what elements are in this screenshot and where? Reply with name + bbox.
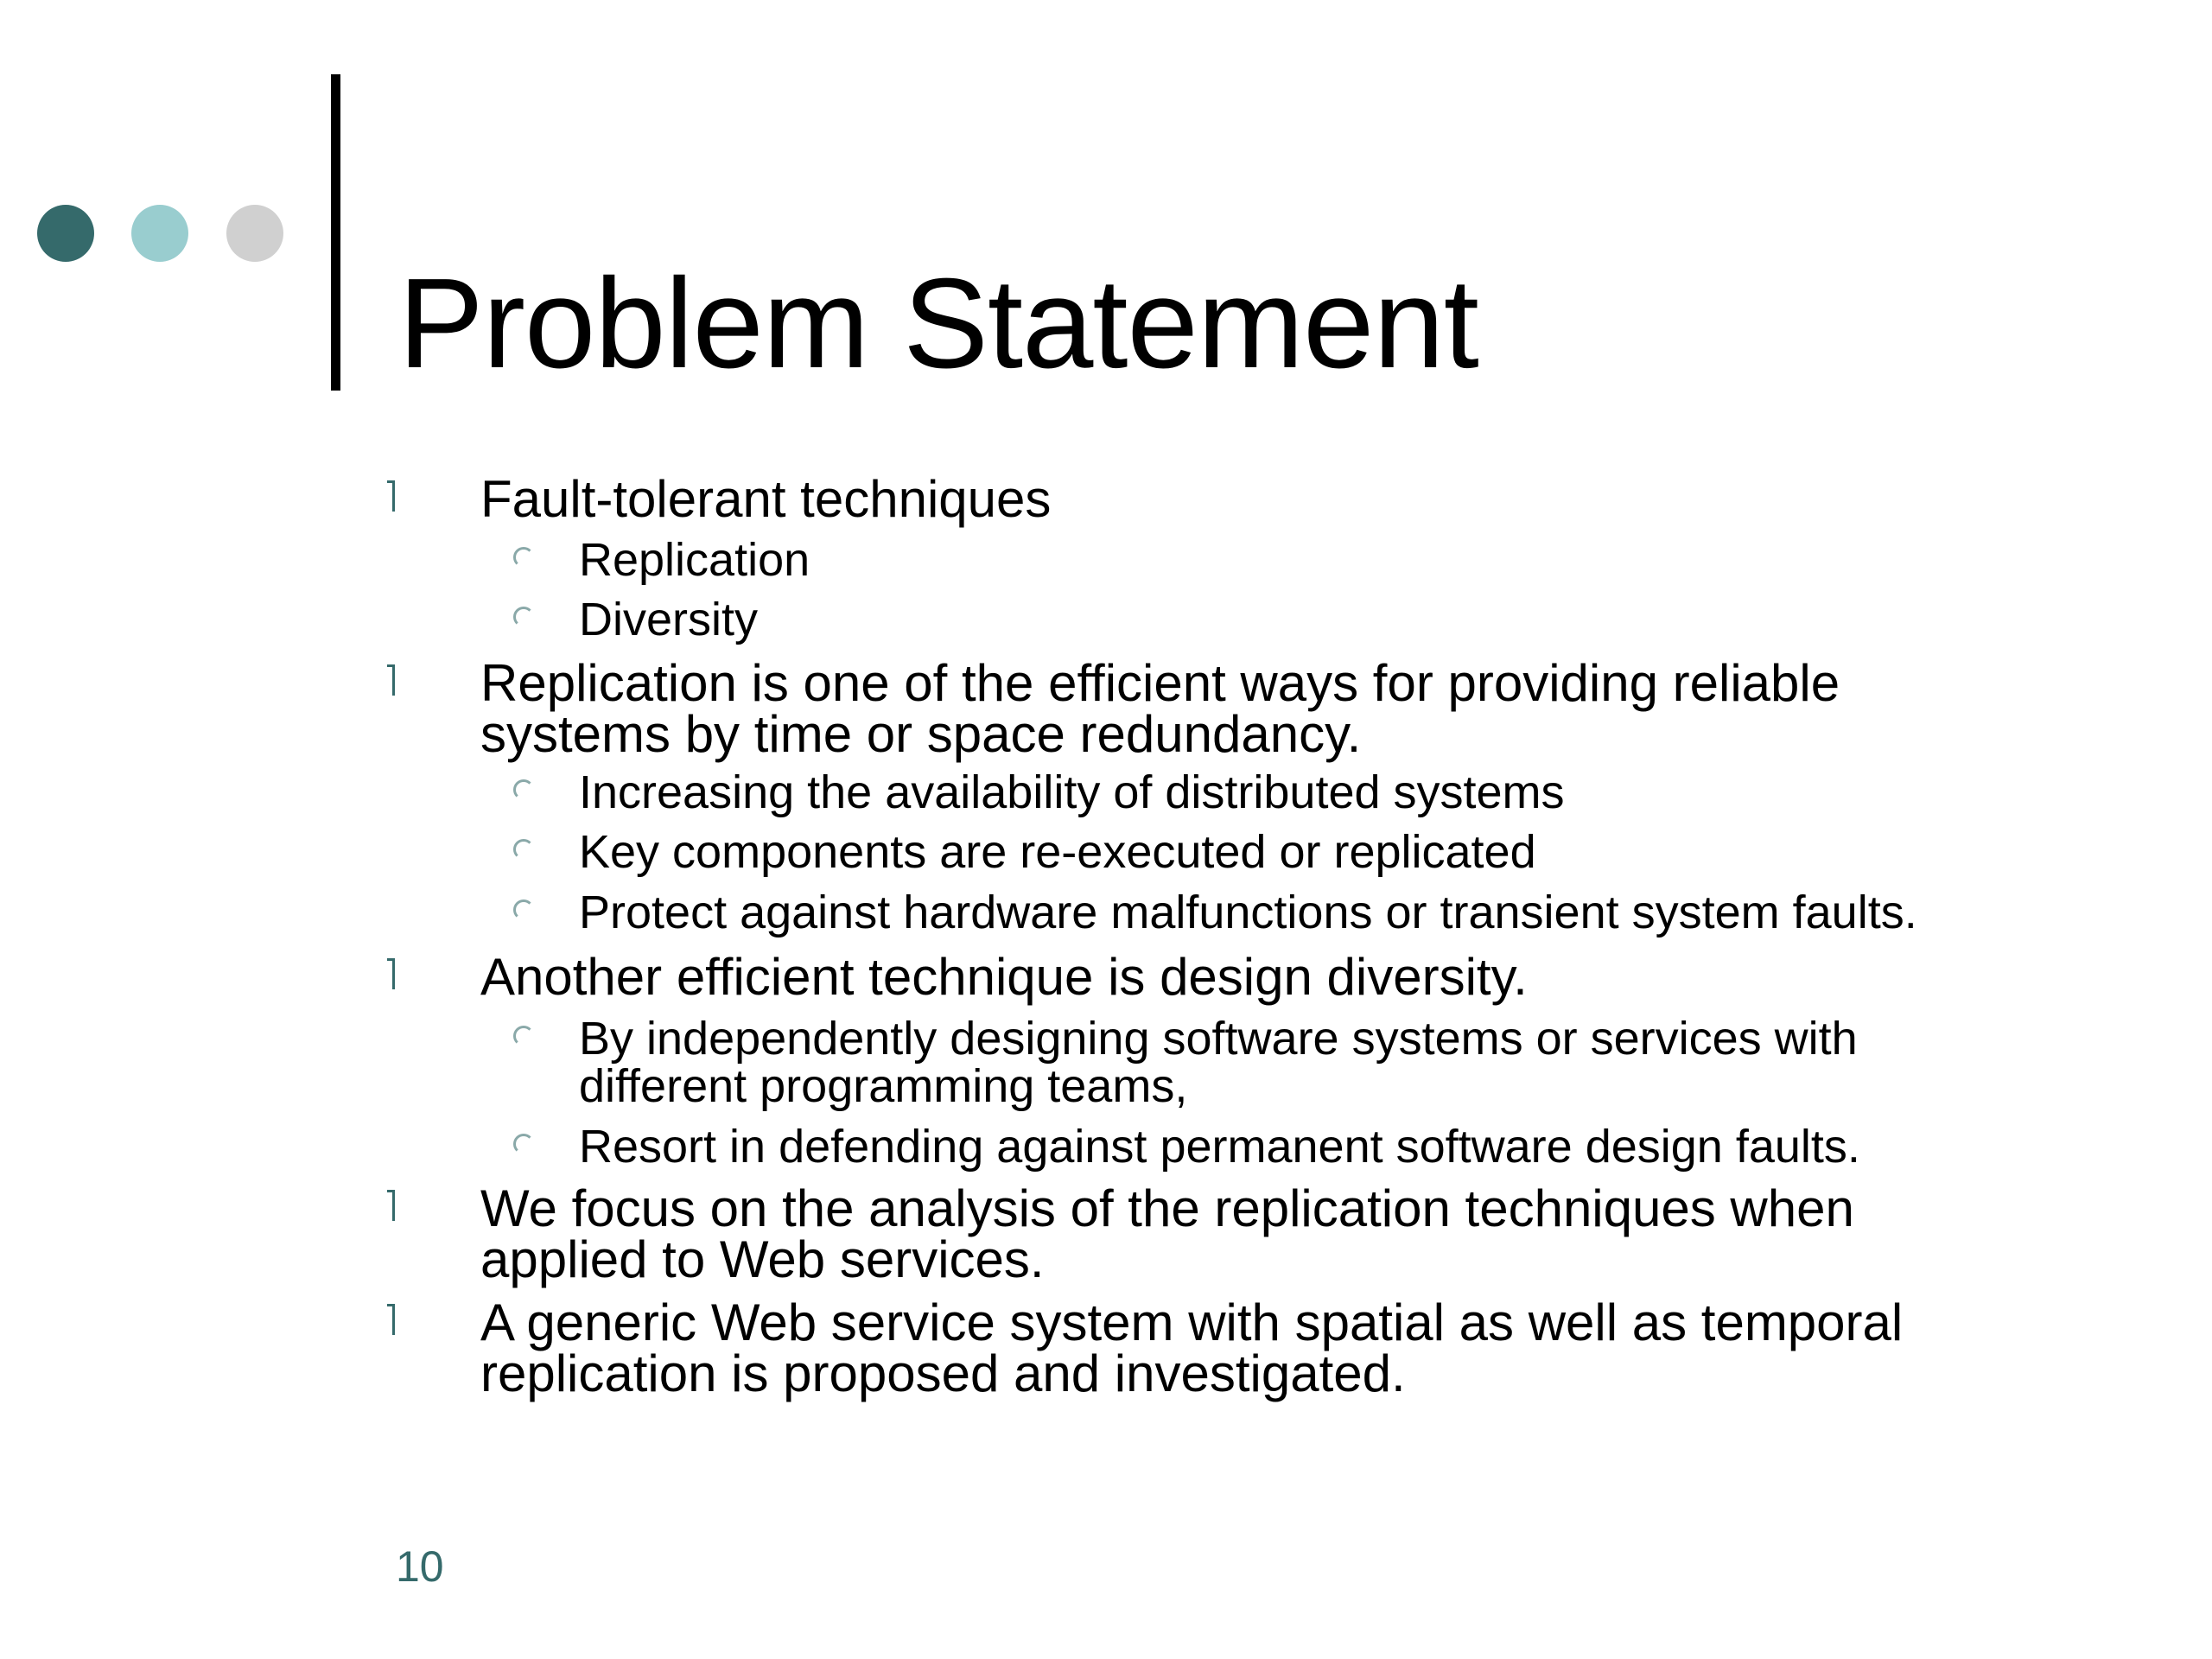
sub-bullet-text-line: different programming teams,	[579, 1060, 1188, 1112]
bullet-marker-icon	[392, 1190, 395, 1221]
sub-bullet-marker-icon	[513, 607, 534, 627]
slide-title: Problem Statement	[398, 252, 1478, 395]
bullet-text-line: Replication is one of the efficient ways for providing reliable	[480, 654, 1840, 712]
bullet-text-line: A generic Web service system with spatial as well as temporal	[480, 1294, 1904, 1351]
sub-bullet-text: Protect against hardware malfunctions or transient system faults.	[579, 887, 1917, 938]
sub-bullet-item	[579, 534, 2134, 586]
bullet-item	[480, 1179, 2122, 1288]
bullet-marker-icon	[392, 1304, 395, 1335]
sub-bullet-item	[579, 1123, 2134, 1171]
page-number: 10	[396, 1542, 444, 1591]
bullet-marker-icon	[392, 664, 395, 696]
bullet-item	[480, 1294, 2122, 1402]
sub-bullet-item	[579, 1015, 2134, 1110]
sub-bullet-text: Key components are re-executed or replicated	[579, 826, 1536, 878]
sub-bullet-text: Diversity	[579, 594, 759, 645]
bullet-text: Fault-tolerant techniques	[480, 470, 1052, 528]
bullet-text-line: systems by time or space redundancy.	[480, 705, 1362, 763]
bullet-marker-icon	[392, 958, 395, 989]
bullet-item	[480, 654, 2122, 763]
sub-bullet-text: Resort in defending against permanent software design faults.	[579, 1121, 1860, 1173]
sub-bullet-text: Increasing the availability of distributed systems	[579, 766, 1565, 818]
sub-bullet-item	[579, 889, 2134, 937]
sub-bullet-item	[579, 826, 2134, 878]
sub-bullet-marker-icon	[513, 839, 534, 860]
sub-bullet-item	[579, 766, 2134, 818]
sub-bullet-item	[579, 596, 2134, 644]
bullet-text-line: applied to Web services.	[480, 1230, 1045, 1288]
bullet-item	[480, 948, 2122, 1006]
sub-bullet-marker-icon	[513, 547, 534, 568]
sub-bullet-text-line: By independently designing software systems or services with	[579, 1013, 1858, 1065]
sub-bullet-text: Replication	[579, 534, 810, 586]
bullet-text-line: replication is proposed and investigated.	[480, 1344, 1406, 1402]
sub-bullet-marker-icon	[513, 779, 534, 800]
bullet-item	[480, 470, 2122, 528]
sub-bullet-marker-icon	[513, 899, 534, 920]
sub-bullet-marker-icon	[513, 1134, 534, 1154]
bullet-text-line: We focus on the analysis of the replication techniques when	[480, 1179, 1854, 1237]
bullet-marker-icon	[392, 480, 395, 512]
sub-bullet-marker-icon	[513, 1026, 534, 1046]
bullet-text: Another efficient technique is design diversity.	[480, 948, 1528, 1006]
